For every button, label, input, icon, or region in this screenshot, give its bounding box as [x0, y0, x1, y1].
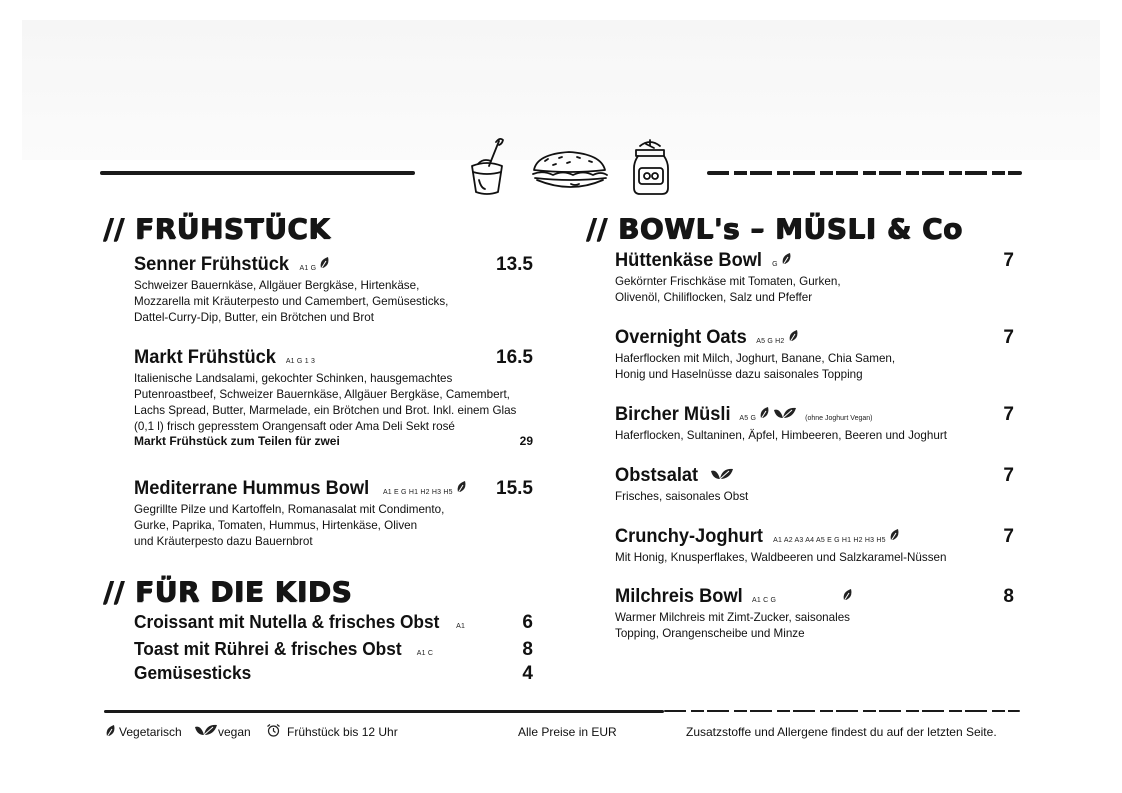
description-line: Haferflocken mit Milch, Joghurt, Banane, Chia Samen, — [615, 351, 896, 365]
item-name: Toast mit Rührei & frisches Obst — [134, 639, 402, 659]
description-line: Gekörnter Frischkäse mit Tomaten, Gurken, — [615, 274, 841, 288]
allergen-codes: A5 G — [739, 415, 757, 422]
description-line: Gegrillte Pilze und Kartoffeln, Romanasalat mit Condimento, — [134, 502, 445, 516]
description-line: Mit Honig, Knusperflakes, Waldbeeren und Salzkaramel-Nüssen — [615, 550, 947, 564]
yogurt-cup-icon — [472, 139, 503, 194]
allergen-codes: G — [772, 261, 778, 268]
item-name: Crunchy-Joghurt — [615, 526, 763, 547]
item-name: Bircher Müsli — [615, 404, 731, 425]
top-rule-right — [707, 171, 1022, 175]
kids-item-toast — [134, 639, 533, 660]
alarm-clock-icon — [266, 723, 281, 738]
item-name: Markt Frühstück — [134, 347, 276, 368]
item-description — [134, 501, 521, 549]
menu-item-overnight-oats — [615, 327, 1014, 382]
item-description — [615, 609, 1002, 641]
jam-jar-icon — [634, 140, 668, 194]
menu-item-senner — [134, 254, 533, 325]
description-line: Haferflocken, Sultaninen, Äpfel, Himbeeren, Beeren und Joghurt — [615, 428, 947, 442]
section-title-kids: // FÜR DIE KIDS — [103, 575, 352, 608]
description-line: Dattel-Curry-Dip, Butter, ein Brötchen und Brot — [134, 310, 375, 324]
vegetarian-leaf-icon — [889, 528, 900, 542]
menu-item-hummus-bowl — [134, 478, 533, 549]
vegetarian-leaf-icon — [842, 588, 853, 602]
legend-vegan: vegan — [218, 725, 251, 739]
legend-breakfast-time: Frühstück bis 12 Uhr — [287, 725, 398, 739]
description-line: Warmer Milchreis mit Zimt-Zucker, saisonales — [615, 610, 850, 624]
bottom-rule-right — [664, 710, 1020, 712]
share-option — [134, 434, 533, 448]
header-illustrations — [465, 136, 675, 198]
menu-item-bircher-muesli — [615, 404, 1014, 443]
item-description — [615, 350, 1002, 382]
vegetarian-leaf-icon — [781, 252, 792, 266]
item-price: 7 — [1003, 250, 1014, 271]
description-line: Italienische Landsalami, gekochter Schinken, hausgemachtes — [134, 371, 453, 385]
description-line: und Kräuterpesto dazu Bauernbrot — [134, 534, 313, 548]
footer-legend — [100, 722, 1000, 744]
kids-item-croissant — [134, 612, 533, 633]
allergen-codes: A1 C G — [752, 597, 777, 604]
item-description — [134, 277, 521, 325]
item-price: 15.5 — [496, 478, 533, 499]
allergen-codes: A5 G H2 — [756, 338, 785, 345]
vegan-double-leaf-icon — [773, 406, 797, 420]
menu-item-huettenkaese-bowl — [615, 250, 1014, 305]
description-line: Topping, Orangenscheibe und Minze — [615, 626, 805, 640]
allergen-codes: A1 C — [416, 650, 434, 657]
section-title-breakfast: // FRÜHSTÜCK — [103, 212, 331, 245]
vegetarian-leaf-icon — [456, 480, 467, 494]
menu-item-obstsalat — [615, 465, 1014, 504]
item-price: 8 — [522, 639, 533, 660]
allergen-codes: A1 G — [299, 265, 317, 272]
item-name: Milchreis Bowl — [615, 586, 743, 607]
item-name: Overnight Oats — [615, 327, 747, 348]
menu-item-crunchy-joghurt — [615, 526, 1014, 565]
item-price: 4 — [522, 663, 533, 684]
description-line: Mozzarella mit Kräuterpesto und Camembert, Gemüsesticks, — [134, 294, 449, 308]
menu-item-markt — [134, 347, 533, 448]
item-price: 6 — [522, 612, 533, 633]
item-name: Senner Frühstück — [134, 254, 290, 275]
vegan-double-leaf-icon — [710, 467, 734, 481]
item-description — [615, 273, 1002, 305]
vegetarian-leaf-icon — [319, 256, 330, 270]
item-price: 7 — [1003, 327, 1014, 348]
vegetarian-leaf-icon — [759, 406, 770, 420]
allergen-codes: A1 A2 A3 A4 A5 E G H1 H2 H3 H5 — [773, 537, 886, 544]
share-price: 29 — [519, 434, 533, 448]
item-price: 13.5 — [496, 254, 533, 275]
item-price: 7 — [1003, 404, 1014, 425]
item-price: 16.5 — [496, 347, 533, 368]
vegetarian-leaf-icon — [788, 329, 799, 343]
description-line: Schweizer Bauernkäse, Allgäuer Bergkäse, Hirtenkäse, — [134, 278, 420, 292]
description-line: Lachs Spread, Butter, Marmelade, ein Brötchen und Brot. Inkl. einem Glas — [134, 403, 517, 417]
bottom-rule-left — [104, 710, 664, 713]
vegan-note: (ohne Joghurt Vegan) — [805, 415, 873, 422]
allergen-note: Zusatzstoffe und Allergene findest du auf der letzten Seite. — [686, 725, 997, 739]
sandwich-icon — [533, 152, 607, 187]
item-name: Gemüsesticks — [134, 663, 252, 683]
allergen-codes: A1 — [456, 623, 466, 630]
item-name: Mediterrane Hummus Bowl — [134, 478, 370, 499]
item-description — [615, 427, 1002, 443]
item-description — [615, 549, 1002, 565]
currency-note: Alle Preise in EUR — [518, 725, 617, 739]
vegetarian-leaf-icon — [105, 724, 116, 738]
menu-item-milchreis-bowl — [615, 586, 1014, 641]
item-price: 7 — [1003, 526, 1014, 547]
item-description — [134, 370, 521, 434]
legend-vegetarian: Vegetarisch — [119, 725, 182, 739]
item-name: Obstsalat — [615, 465, 699, 486]
allergen-codes: A1 E G H1 H2 H3 H5 — [382, 489, 453, 496]
description-line: Frisches, saisonales Obst — [615, 489, 749, 503]
item-name: Croissant mit Nutella & frisches Obst — [134, 612, 440, 632]
description-line: Olivenöl, Chiliflocken, Salz und Pfeffer — [615, 290, 813, 304]
top-rule-left — [100, 171, 415, 175]
item-name: Hüttenkäse Bowl — [615, 250, 762, 271]
description-line: Putenroastbeef, Schweizer Bauernkäse, Allgäuer Bergkäse, Camembert, — [134, 387, 510, 401]
item-price: 8 — [1003, 586, 1014, 607]
section-title-bowls: // BOWL's – MÜSLI & Co — [586, 212, 963, 245]
share-label: Markt Frühstück zum Teilen für zwei — [134, 434, 340, 448]
allergen-codes: A1 G 1 3 — [285, 358, 316, 365]
kids-item-gemuesesticks — [134, 663, 533, 684]
item-price: 7 — [1003, 465, 1014, 486]
vegan-double-leaf-icon — [194, 723, 218, 737]
item-description — [615, 488, 1002, 504]
description-line: Gurke, Paprika, Tomaten, Hummus, Hirtenkäse, Oliven — [134, 518, 418, 532]
description-line: Honig und Haselnüsse dazu saisonales Topping — [615, 367, 863, 381]
description-line: (0,1 l) frisch gepresstem Orangensaft oder Ama Deli Sekt rosé — [134, 419, 455, 433]
